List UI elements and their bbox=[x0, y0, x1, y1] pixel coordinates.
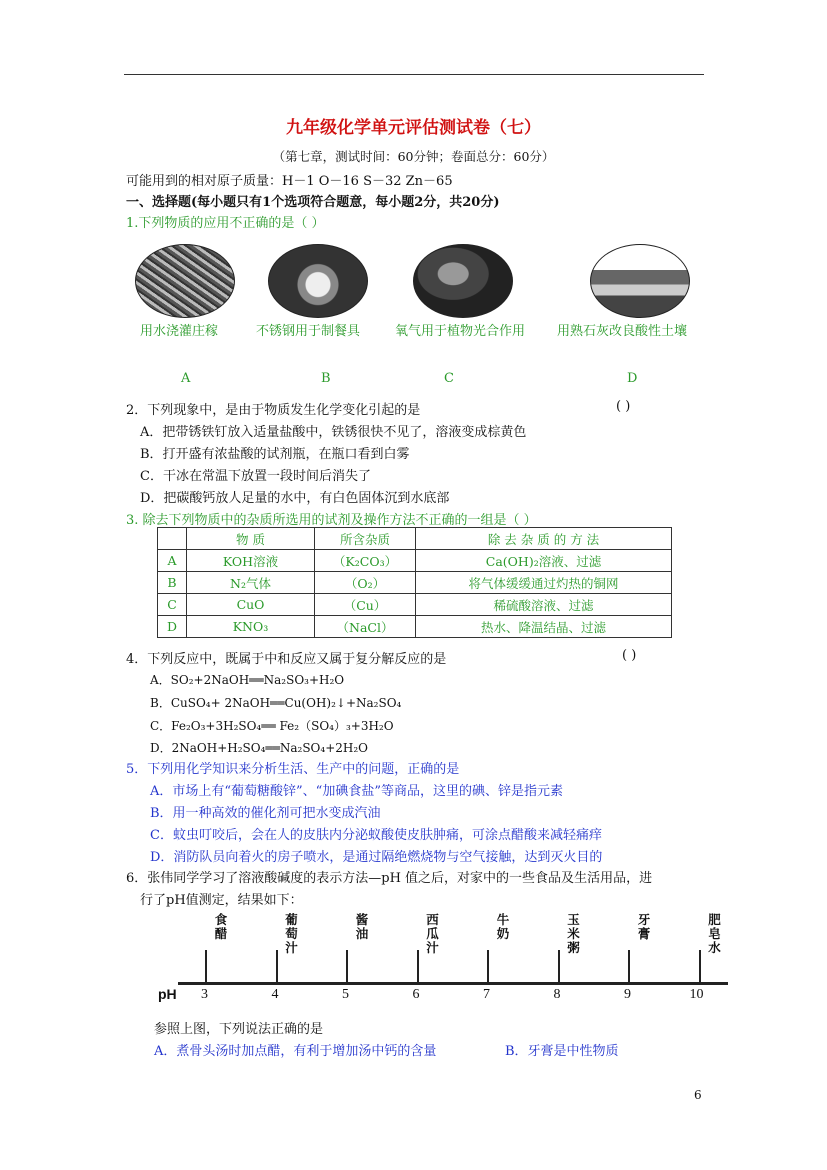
ph-item-label: 酱油 bbox=[355, 912, 369, 941]
ph-marker bbox=[346, 950, 348, 983]
q6-stem-line1: 6．张伟同学学习了溶液酸碱度的表示方法—pH 值之后，对家中的一些食品及生活用品，进 bbox=[126, 871, 653, 886]
ph-tick-label: 3 bbox=[201, 987, 208, 1002]
ph-marker bbox=[276, 950, 278, 983]
table-cell: C bbox=[158, 594, 187, 616]
test-info: （第七章，测试时间：60分钟；卷面总分：60分） bbox=[272, 149, 555, 164]
ph-tick-label: 4 bbox=[271, 987, 279, 1002]
ph-marker bbox=[487, 950, 489, 983]
q5-stem: 5．下列用化学知识来分析生活、生产中的问题，正确的是 bbox=[126, 762, 460, 777]
tableware-photo bbox=[268, 244, 368, 318]
q1-caption-d: 用熟石灰改良酸性土壤 bbox=[557, 324, 688, 339]
section-heading: 一、选择题(每小题只有1个选项符合题意，每小题2分，共20分) bbox=[126, 195, 500, 210]
table-header-row bbox=[158, 528, 672, 550]
q4-stem: 4．下列反应中，既属于中和反应又属于复分解反应的是 bbox=[126, 652, 447, 667]
q1-caption-c: 氧气用于植物光合作用 bbox=[395, 324, 526, 339]
ph-marker bbox=[558, 950, 560, 983]
q4-option-a: A．SO₂+2NaOH══Na₂SO₃+H₂O bbox=[150, 673, 345, 687]
q2-option-b: B．打开盛有浓盐酸的试剂瓶，在瓶口看到白雾 bbox=[140, 447, 410, 462]
table-cell: KOH溶液 bbox=[187, 550, 315, 572]
ph-marker bbox=[699, 950, 701, 983]
ph-tick-label: 10 bbox=[689, 987, 704, 1002]
q1-stem: 1.下列物质的应用不正确的是（ ） bbox=[126, 216, 325, 231]
q2-option-d: D．把碳酸钙放人足量的水中，有白色固体沉到水底部 bbox=[140, 491, 450, 506]
q5-option-d: D．消防队员向着火的房子喷水，是通过隔绝燃烧物与空气接触，达到灭火目的 bbox=[150, 850, 603, 865]
soil-photo bbox=[590, 244, 690, 318]
q4-option-c: C．Fe₂O₃+3H₂SO₄══ Fe₂（SO₄）₃+3H₂O bbox=[150, 719, 394, 733]
table-cell: B bbox=[158, 572, 187, 594]
header-rule bbox=[124, 74, 704, 75]
plant-photo bbox=[413, 244, 513, 318]
table-row bbox=[158, 616, 672, 638]
table-cell: （K₂CO₃） bbox=[315, 550, 416, 572]
q2-paren: ( ) bbox=[616, 399, 631, 414]
table-cell: 将气体缓缓通过灼热的铜网 bbox=[416, 572, 672, 594]
table-cell: A bbox=[158, 550, 187, 572]
q1-letter-d: D bbox=[627, 371, 638, 386]
table-cell: （O₂） bbox=[315, 572, 416, 594]
ph-marker bbox=[205, 950, 207, 983]
table-cell: KNO₃ bbox=[187, 616, 315, 638]
ph-item-label: 牙膏 bbox=[637, 912, 651, 941]
ph-item-label: 西瓜汁 bbox=[426, 912, 439, 955]
table-cell: N₂气体 bbox=[187, 572, 315, 594]
table-cell: CuO bbox=[187, 594, 315, 616]
page-title: 九年级化学单元评估测试卷（七） bbox=[286, 118, 541, 138]
impurity-table bbox=[157, 527, 672, 638]
q1-letter-b: B bbox=[321, 371, 331, 386]
q1-letter-c: C bbox=[444, 371, 454, 386]
table-cell: 稀硫酸溶液、过滤 bbox=[416, 594, 672, 616]
q6-stem-line2: 行了pH值测定，结果如下： bbox=[140, 893, 303, 908]
table-header: 所含杂质 bbox=[315, 528, 416, 550]
q1-caption-a: 用水浇灌庄稼 bbox=[140, 324, 219, 339]
q2-stem: 2．下列现象中，是由于物质发生化学变化引起的是 bbox=[126, 403, 421, 418]
page-number: 6 bbox=[694, 1088, 702, 1102]
q5-option-a: A．市场上有“葡萄糖酸锌”、“加碘食盐”等商品，这里的碘、锌是指元素 bbox=[150, 784, 563, 799]
q4-option-d: D．2NaOH+H₂SO₄══Na₂SO₄+2H₂O bbox=[150, 741, 368, 755]
ph-tick-label: 7 bbox=[483, 987, 490, 1002]
q6-option-a: A．煮骨头汤时加点醋，有利于增加汤中钙的含量 bbox=[154, 1044, 437, 1059]
q3-stem: 3. 除去下列物质中的杂质所选用的试剂及操作方法不正确的一组是（ ） bbox=[126, 513, 537, 528]
ph-axis-label: pH bbox=[158, 986, 177, 1002]
q2-option-a: A．把带锈铁钉放入适量盐酸中，铁锈很快不见了，溶液变成棕黄色 bbox=[140, 425, 527, 440]
table-cell: 热水、降温结晶、过滤 bbox=[416, 616, 672, 638]
table-row bbox=[158, 572, 672, 594]
ph-marker bbox=[628, 950, 630, 983]
ph-tick-label: 9 bbox=[624, 987, 631, 1002]
table-header: 除 去 杂 质 的 方 法 bbox=[416, 528, 672, 550]
ph-item-label: 牛奶 bbox=[496, 912, 510, 941]
ph-item-label: 葡萄汁 bbox=[285, 912, 298, 955]
ph-item-label: 肥皂水 bbox=[708, 912, 721, 955]
q5-option-b: B．用一种高效的催化剂可把水变成汽油 bbox=[150, 806, 381, 821]
ph-tick-label: 6 bbox=[412, 987, 420, 1002]
ph-tick-label: 8 bbox=[553, 987, 561, 1002]
atomic-masses: 可能用到的相对原子质量：H－1 O－16 S－32 Zn－65 bbox=[126, 174, 453, 189]
ph-item-label: 食醋 bbox=[214, 912, 228, 941]
table-row bbox=[158, 594, 672, 616]
ph-axis bbox=[178, 982, 728, 985]
ph-item-label: 玉米粥 bbox=[567, 912, 580, 955]
table-cell: （NaCl） bbox=[315, 616, 416, 638]
q6-option-b: B．牙膏是中性物质 bbox=[505, 1044, 619, 1059]
table-cell: D bbox=[158, 616, 187, 638]
table-cell: （Cu） bbox=[315, 594, 416, 616]
ph-marker bbox=[417, 950, 419, 983]
q4-paren: ( ) bbox=[622, 648, 637, 663]
ph-tick-label: 5 bbox=[342, 987, 349, 1002]
q5-option-c: C．蚊虫叮咬后，会在人的皮肤内分泌蚁酸使皮肤肿痛，可涂点醋酸来减轻痛痒 bbox=[150, 828, 602, 843]
table-header bbox=[158, 528, 187, 550]
q1-letter-a: A bbox=[181, 371, 191, 386]
table-cell: Ca(OH)₂溶液、过滤 bbox=[416, 550, 672, 572]
q2-option-c: C．干冰在常温下放置一段时间后消失了 bbox=[140, 469, 371, 484]
q6-follow: 参照上图，下列说法正确的是 bbox=[154, 1022, 324, 1037]
q4-option-b: B．CuSO₄+ 2NaOH══Cu(OH)₂↓+Na₂SO₄ bbox=[150, 696, 402, 710]
table-row bbox=[158, 550, 672, 572]
irrigation-photo bbox=[135, 244, 235, 318]
table-header: 物 质 bbox=[187, 528, 315, 550]
q1-caption-b: 不锈钢用于制餐具 bbox=[256, 324, 361, 339]
